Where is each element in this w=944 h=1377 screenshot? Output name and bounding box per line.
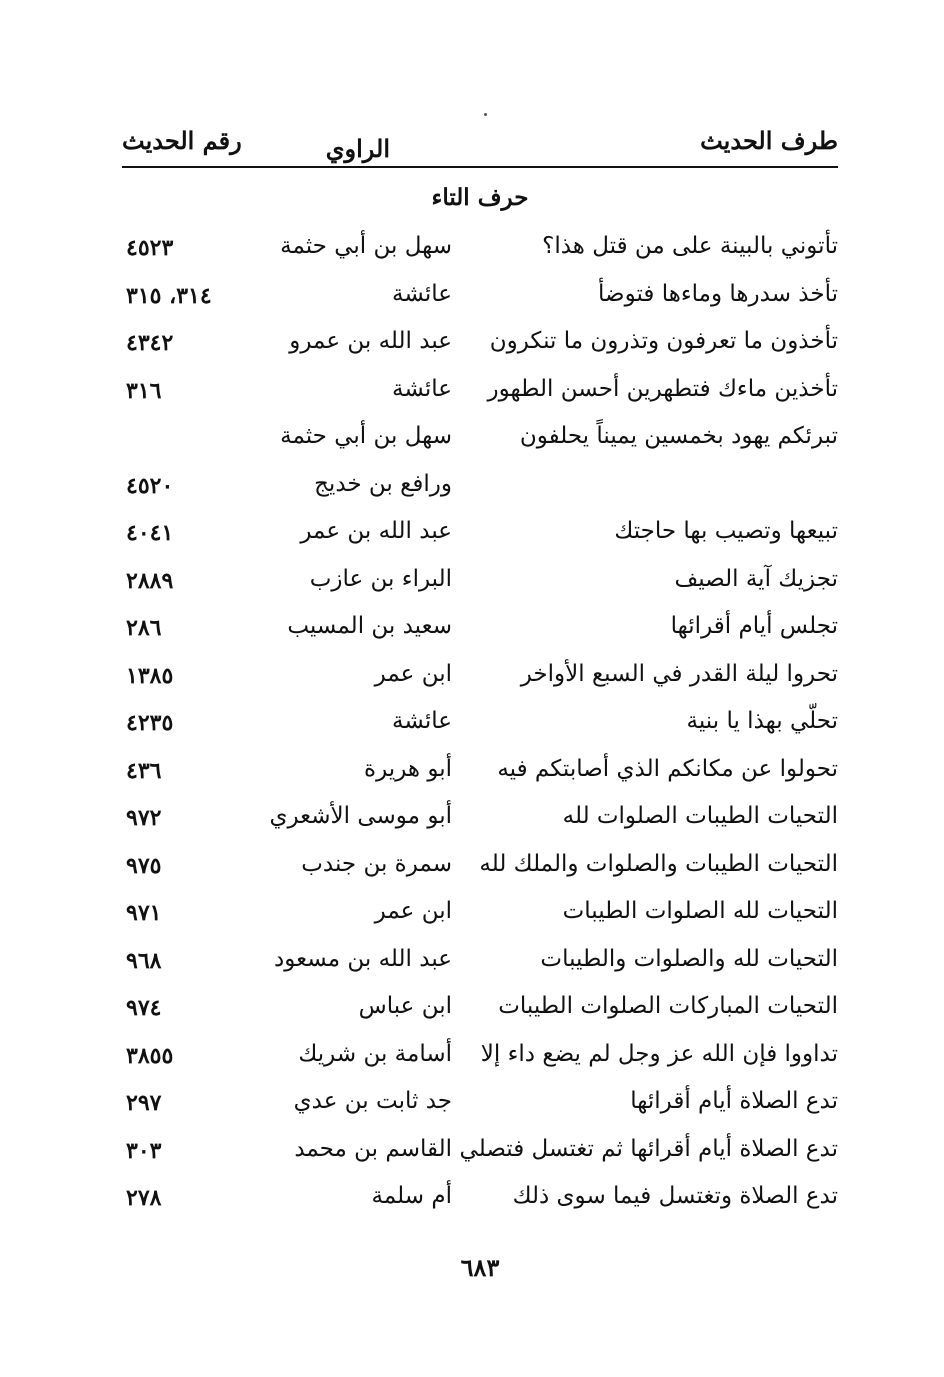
- index-row: [122, 797, 838, 845]
- hadith-phrase: التحيات الطيبات الصلوات لله: [562, 803, 838, 829]
- hadith-phrase: التحيات المباركات الصلوات الطيبات: [498, 993, 838, 1019]
- header-phrase-label: طرف الحديث: [700, 126, 838, 155]
- header-divider: [122, 166, 838, 168]
- narrator-name: عائشة: [392, 375, 452, 402]
- narrator-name: القاسم بن محمد: [294, 1135, 452, 1162]
- hadith-phrase: تبيعها وتصيب بها حاجتك: [614, 518, 838, 544]
- hadith-number: ٩٧٤: [126, 995, 162, 1021]
- narrator-name: أبو موسى الأشعري: [269, 803, 452, 829]
- hadith-phrase: تحلّي بهذا يا بنية: [686, 708, 838, 734]
- hadith-number: ٣١٤، ٣١٥: [126, 282, 212, 309]
- narrator-name: ابن عباس: [358, 993, 452, 1019]
- narrator-name: ورافع بن خديج: [314, 470, 452, 497]
- index-row: [122, 227, 838, 275]
- narrator-name: سهل بن أبي حثمة: [280, 233, 452, 259]
- hadith-number: ٣١٦: [126, 377, 162, 404]
- narrator-name: البراء بن عازب: [309, 565, 452, 592]
- hadith-index-list: [122, 227, 838, 1225]
- narrator-name: عائشة: [392, 708, 452, 734]
- header-narrator-label: الراوي: [325, 134, 390, 163]
- index-row: [122, 987, 838, 1035]
- hadith-phrase: تجزيك آية الصيف: [674, 565, 838, 592]
- hadith-number: ٢٧٨: [126, 1185, 162, 1211]
- hadith-number: ١٣٨٥: [126, 662, 174, 689]
- hadith-phrase: التحيات لله والصلوات والطيبات: [540, 945, 838, 972]
- narrator-name: أسامة بن شريك: [298, 1040, 452, 1067]
- narrator-name: سعيد بن المسيب: [287, 613, 452, 639]
- header-number-label: رقم الحديث: [122, 126, 242, 155]
- index-row: [122, 322, 838, 370]
- hadith-phrase: التحيات لله الصلوات الطيبات: [562, 898, 838, 924]
- index-row: [122, 702, 838, 750]
- index-row: [122, 465, 838, 513]
- hadith-number: ٩٦٨: [126, 947, 162, 974]
- hadith-number: ٢٨٨٩: [126, 567, 174, 594]
- narrator-name: عبد الله بن عمر: [300, 518, 452, 544]
- hadith-phrase: تجلس أيام أقرائها: [670, 613, 838, 639]
- hadith-phrase: تحولوا عن مكانكم الذي أصابتكم فيه: [497, 755, 838, 782]
- index-row: [122, 370, 838, 418]
- index-row: [122, 892, 838, 940]
- index-row: [122, 1082, 838, 1130]
- hadith-number: ٤٥٢٠: [126, 472, 174, 499]
- hadith-number: ٩٧٢: [126, 805, 162, 831]
- index-row: [122, 512, 838, 560]
- hadith-phrase: التحيات الطيبات والصلوات والملك لله: [479, 850, 838, 877]
- page-mark: [484, 113, 487, 116]
- narrator-name: سهل بن أبي حثمة: [280, 423, 452, 449]
- index-row: [122, 560, 838, 608]
- narrator-name: سمرة بن جندب: [301, 850, 452, 877]
- hadith-number: ٤٣٦: [126, 757, 162, 784]
- hadith-number: ٣٨٥٥: [126, 1042, 174, 1069]
- hadith-number: ٢٩٧: [126, 1090, 162, 1116]
- hadith-phrase: تأخذ سدرها وماءها فتوضأ: [598, 280, 838, 307]
- hadith-phrase: تدع الصلاة أيام أقرائها ثم تغتسل فتصلي: [459, 1135, 838, 1162]
- hadith-phrase: تأتوني بالبينة على من قتل هذا؟: [542, 233, 838, 259]
- index-row: [122, 1130, 838, 1178]
- hadith-number: ٤٢٣٥: [126, 710, 174, 736]
- narrator-name: عبد الله بن مسعود: [274, 945, 452, 972]
- hadith-number: ٤٠٤١: [126, 520, 174, 546]
- narrator-name: ابن عمر: [374, 660, 452, 687]
- index-row: [122, 655, 838, 703]
- index-row: [122, 940, 838, 988]
- narrator-name: عبد الله بن عمرو: [289, 328, 452, 354]
- hadith-phrase: تداووا فإن الله عز وجل لم يضع داء إلا: [480, 1040, 838, 1067]
- hadith-phrase: تبرئكم يهود بخمسين يميناً يحلفون: [519, 423, 838, 449]
- hadith-number: ٩٧٥: [126, 852, 162, 879]
- hadith-phrase: تدع الصلاة أيام أقرائها: [630, 1088, 838, 1114]
- narrator-name: أبو هريرة: [364, 755, 452, 782]
- hadith-phrase: تحروا ليلة القدر في السبع الأواخر: [520, 660, 838, 687]
- hadith-number: ٤٣٤٢: [126, 330, 174, 356]
- narrator-name: أم سلمة: [371, 1183, 452, 1209]
- index-row: [122, 275, 838, 323]
- narrator-name: عائشة: [392, 280, 452, 307]
- page-number: ٦٨٣: [460, 1253, 500, 1282]
- table-header: [122, 122, 838, 166]
- index-row: [122, 417, 838, 465]
- hadith-phrase: تأخذون ما تعرفون وتذرون ما تنكرون: [489, 328, 838, 354]
- index-row: [122, 750, 838, 798]
- index-row: [122, 607, 838, 655]
- hadith-number: ٣٠٣: [126, 1137, 162, 1164]
- hadith-number: ٢٨٦: [126, 615, 162, 641]
- index-row: [122, 1177, 838, 1225]
- narrator-name: ابن عمر: [374, 898, 452, 924]
- index-row: [122, 845, 838, 893]
- narrator-name: جد ثابت بن عدي: [293, 1088, 452, 1114]
- hadith-number: ٩٧١: [126, 900, 162, 926]
- hadith-number: ٤٥٢٣: [126, 235, 174, 261]
- section-title: حرف التاء: [431, 184, 529, 211]
- index-row: [122, 1035, 838, 1083]
- hadith-phrase: تدع الصلاة وتغتسل فيما سوى ذلك: [512, 1183, 838, 1209]
- hadith-phrase: تأخذين ماءك فتطهرين أحسن الطهور: [487, 375, 838, 402]
